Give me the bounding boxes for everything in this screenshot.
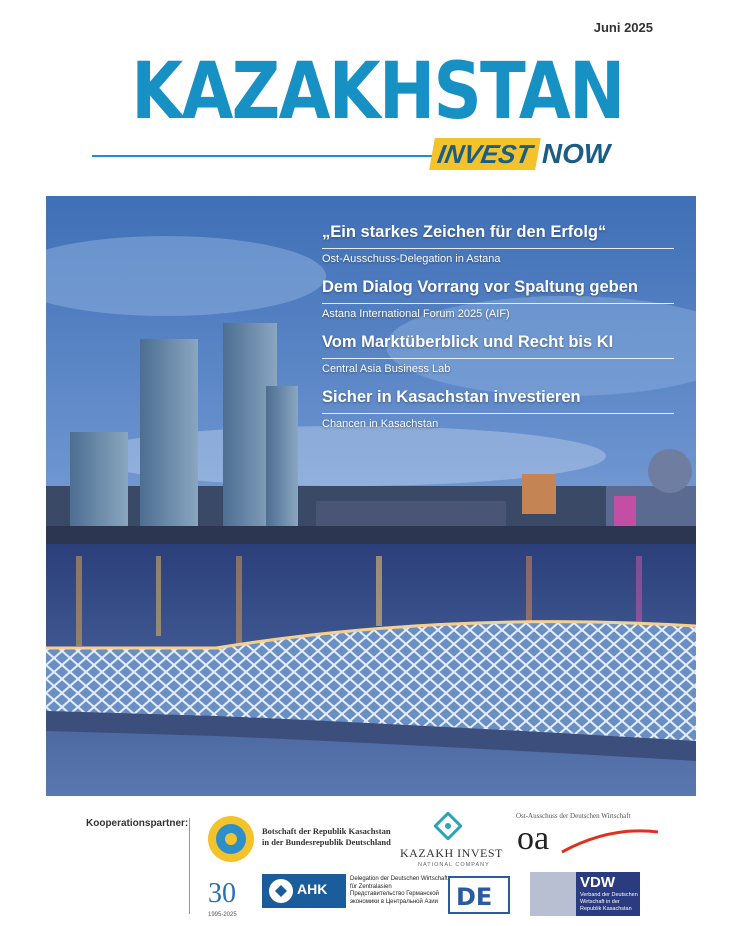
vdw-logo-text: VDW bbox=[580, 874, 615, 891]
ahk-desc-de: Delegation der Deutschen Wirtschaft für Zentralasien bbox=[350, 876, 448, 890]
kazakh-invest-name: KAZAKH INVEST bbox=[400, 846, 503, 860]
vdw-logo-side bbox=[530, 872, 576, 916]
headline-item[interactable] bbox=[322, 277, 674, 320]
partners-section bbox=[0, 796, 741, 926]
oa-caption: Ost-Ausschuss der Deutschen Wirtschaft bbox=[516, 812, 631, 820]
oa-swoosh-icon bbox=[560, 826, 660, 856]
headline-subtitle: Chancen in Kasachstan bbox=[322, 418, 439, 430]
ahk-desc-ru: Представительство Германской экономики в Центральной Азии bbox=[350, 891, 439, 905]
masthead-now: NOW bbox=[541, 138, 611, 169]
embassy-name bbox=[262, 826, 391, 848]
anniversary-years: 1995-2025 bbox=[208, 912, 237, 918]
oa-logo-text: oa bbox=[517, 820, 550, 857]
anniversary-30-logo-icon bbox=[206, 872, 246, 910]
kazakh-invest-logo-icon bbox=[434, 812, 462, 840]
masthead-rule bbox=[92, 155, 437, 157]
masthead-title: KAZAKHSTAN bbox=[131, 47, 624, 137]
headline-item[interactable] bbox=[322, 222, 674, 265]
ahk-description bbox=[350, 876, 450, 906]
masthead bbox=[92, 47, 652, 172]
headline-item[interactable] bbox=[322, 387, 674, 430]
vdw-description: Verband der Deutschen Wirtschaft in der Republik Kasachstan bbox=[580, 892, 638, 912]
headline-title: Sicher in Kasachstan investieren bbox=[322, 387, 674, 414]
ahk-logo-text: AHK bbox=[297, 881, 328, 897]
ahk-emblem-icon bbox=[268, 878, 294, 904]
de-international-logo-icon bbox=[448, 876, 510, 914]
embassy-line1: Botschaft der Republik Kasachstan bbox=[262, 826, 391, 836]
masthead-invest: INVEST bbox=[429, 138, 541, 170]
kazakh-invest-sub: NATIONAL COMPANY bbox=[418, 862, 490, 868]
headline-title: Vom Marktüberblick und Recht bis KI bbox=[322, 332, 674, 359]
svg-text:DE: DE bbox=[456, 883, 493, 911]
headline-title: Dem Dialog Vorrang vor Spaltung geben bbox=[322, 277, 674, 304]
issue-date: Juni 2025 bbox=[593, 20, 653, 35]
cover-headlines bbox=[322, 222, 674, 442]
headline-subtitle: Central Asia Business Lab bbox=[322, 363, 451, 375]
headline-subtitle: Ost-Ausschuss-Delegation in Astana bbox=[322, 253, 501, 265]
kazakhstan-emblem-icon bbox=[206, 814, 256, 864]
embassy-line2: in der Bundesrepublik Deutschland bbox=[262, 837, 391, 847]
headline-subtitle: Astana International Forum 2025 (AIF) bbox=[322, 308, 510, 320]
masthead-subtitle bbox=[432, 137, 610, 171]
headline-item[interactable] bbox=[322, 332, 674, 375]
svg-text:30: 30 bbox=[208, 878, 236, 909]
partners-label: Kooperationspartner: bbox=[86, 818, 189, 829]
headline-title: „Ein starkes Zeichen für den Erfolg“ bbox=[322, 222, 674, 249]
partners-divider bbox=[189, 818, 190, 914]
